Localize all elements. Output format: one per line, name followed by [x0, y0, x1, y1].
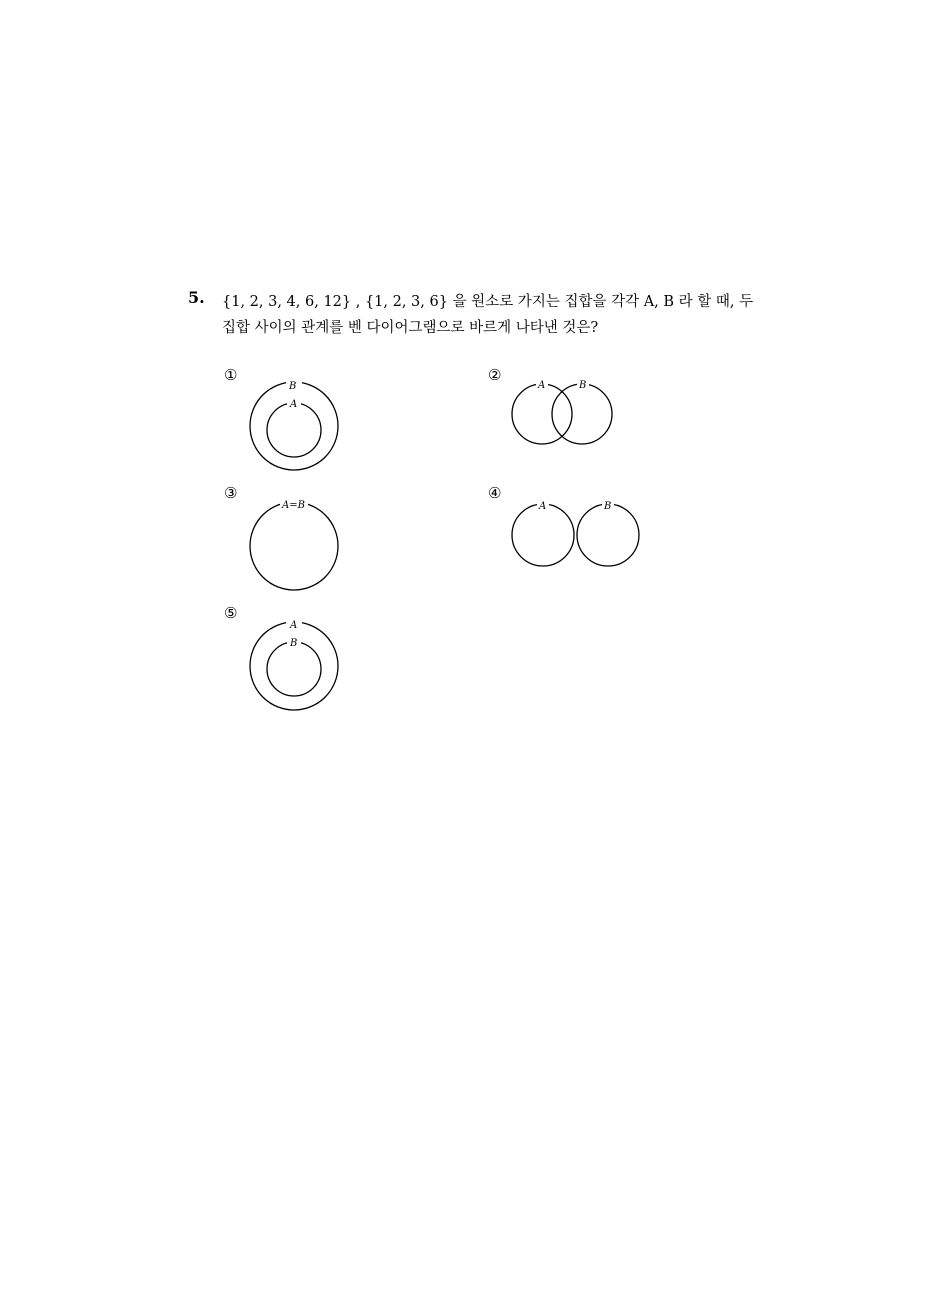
set-a-equals-b-circle: [250, 502, 338, 590]
question-text-line-1: {1, 2, 3, 4, 6, 12} , {1, 2, 3, 6} 을 원소로 가지는 집합을 각각 A, B 라 할 때, 두: [222, 294, 754, 310]
set-b-circle: [552, 384, 612, 444]
label-b: B: [579, 380, 587, 391]
option-3-marker[interactable]: ③: [224, 484, 238, 502]
question-number: 5.: [188, 288, 205, 307]
label-a: A: [538, 380, 546, 391]
label-b: B: [604, 501, 612, 512]
set-a-circle: [250, 622, 338, 710]
label-b: B: [290, 638, 298, 649]
option-5-venn-diagram: [240, 612, 350, 717]
option-4-marker[interactable]: ④: [488, 484, 502, 502]
set-a-circle: [267, 403, 321, 457]
label-a-equals-b: A=B: [282, 500, 305, 511]
set-a-circle: [512, 384, 572, 444]
label-a: A: [290, 620, 298, 631]
option-4-venn-diagram: [505, 496, 650, 571]
option-1-marker[interactable]: ①: [224, 366, 238, 384]
option-2-venn-diagram: [505, 376, 620, 451]
set-b-circle: [267, 642, 321, 696]
option-3-venn-diagram: [240, 494, 350, 599]
option-2-marker[interactable]: ②: [488, 366, 502, 384]
set-a-circle: [512, 504, 574, 566]
label-a: A: [290, 399, 298, 410]
option-1-venn-diagram: [240, 372, 350, 482]
label-a: A: [539, 501, 547, 512]
option-5-marker[interactable]: ⑤: [224, 604, 238, 622]
set-b-circle: [577, 504, 639, 566]
question-text-line-2: 집합 사이의 관계를 벤 다이어그램으로 바르게 나타낸 것은?: [222, 320, 599, 336]
label-b: B: [289, 381, 297, 392]
